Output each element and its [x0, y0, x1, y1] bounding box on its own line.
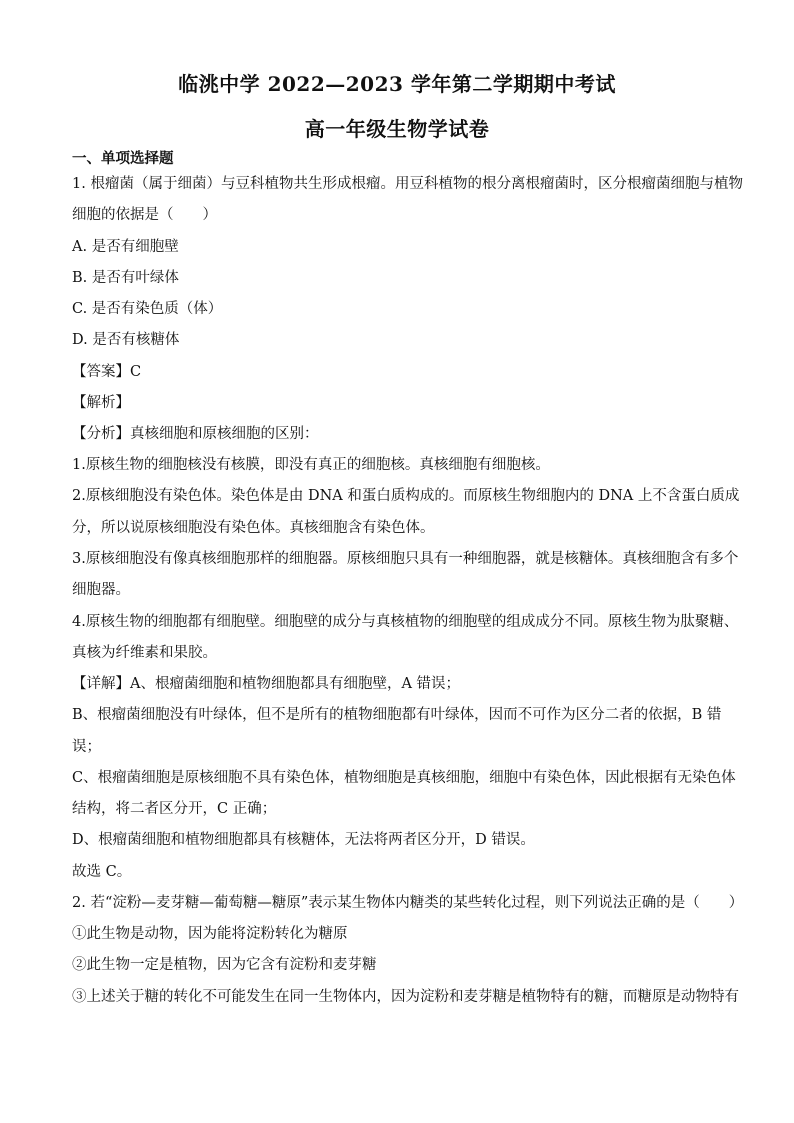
answer-line: 【答案】C	[72, 364, 142, 380]
question-2: 2. 若“淀粉—麦芽糖—葡萄糖—糖原”表示某生物体内糖类的某些转化过程，则下列说法正确的是（ ）	[72, 895, 744, 911]
text-line: 3.原核细胞没有像真核细胞那样的细胞器。原核细胞只具有一种细胞器，就是核糖体。真核细胞含有多个	[72, 551, 739, 567]
option-a: A. 是否有细胞壁	[72, 239, 179, 255]
text-line: 细胞器。	[72, 582, 130, 598]
option-b: B. 是否有叶绿体	[72, 270, 179, 286]
section-heading: 一、单项选择题	[72, 150, 174, 167]
analysis-heading: 【解析】	[72, 395, 130, 411]
text-line: 4.原核生物的细胞都有细胞壁。细胞壁的成分与真核植物的细胞壁的组成成分不同。原核生物为肽聚糖、	[72, 614, 739, 630]
text-line: ①此生物是动物，因为能将淀粉转化为糖原	[72, 926, 348, 942]
text-line: 故选 C。	[72, 864, 132, 880]
option-d: D. 是否有核糖体	[72, 332, 180, 348]
text-line: 误；	[72, 739, 101, 755]
text-line: 分，所以说原核细胞没有染色体。真核细胞含有染色体。	[72, 520, 435, 536]
text-line: 细胞的依据是（ ）	[72, 207, 217, 223]
text-line: ②此生物一定是植物，因为它含有淀粉和麦芽糖	[72, 957, 377, 973]
text-line: 1.原核生物的细胞核没有核膜，即没有真正的细胞核。真核细胞有细胞核。	[72, 457, 550, 473]
text-line: 结构，将二者区分开，C 正确；	[72, 801, 277, 817]
text-line: C、根瘤菌细胞是原核细胞不具有染色体，植物细胞是真核细胞，细胞中有染色体，因此根据有无染色体	[72, 770, 736, 786]
text-line: 【详解】A、根瘤菌细胞和植物细胞都具有细胞壁，A 错误；	[72, 676, 461, 692]
exam-title: 临洮中学 2022—2023 学年第二学期期中考试	[178, 72, 616, 96]
text-line: D、根瘤菌细胞和植物细胞都具有核糖体，无法将两者区分开，D 错误。	[72, 832, 535, 848]
text-line: ③上述关于糖的转化不可能发生在同一生物体内，因为淀粉和麦芽糖是植物特有的糖，而糖原是动物特有	[72, 989, 739, 1005]
text-line: 1. 根瘤菌（属于细菌）与豆科植物共生形成根瘤。用豆科植物的根分离根瘤菌时，区分根瘤菌细胞与植物	[72, 176, 743, 192]
text-line: B、根瘤菌细胞没有叶绿体，但不是所有的植物细胞都有叶绿体，因而不可作为区分二者的依据，B 错	[72, 707, 722, 723]
option-c: C. 是否有染色质（体）	[72, 301, 223, 317]
exam-subtitle: 高一年级生物学试卷	[304, 117, 490, 141]
text-line: 2.原核细胞没有染色体。染色体是由 DNA 和蛋白质构成的。而原核生物细胞内的 DNA 上不含蛋白质成	[72, 488, 740, 504]
text-line: 真核为纤维素和果胶。	[72, 645, 217, 661]
text-line: 【分析】真核细胞和原核细胞的区别：	[72, 426, 319, 442]
